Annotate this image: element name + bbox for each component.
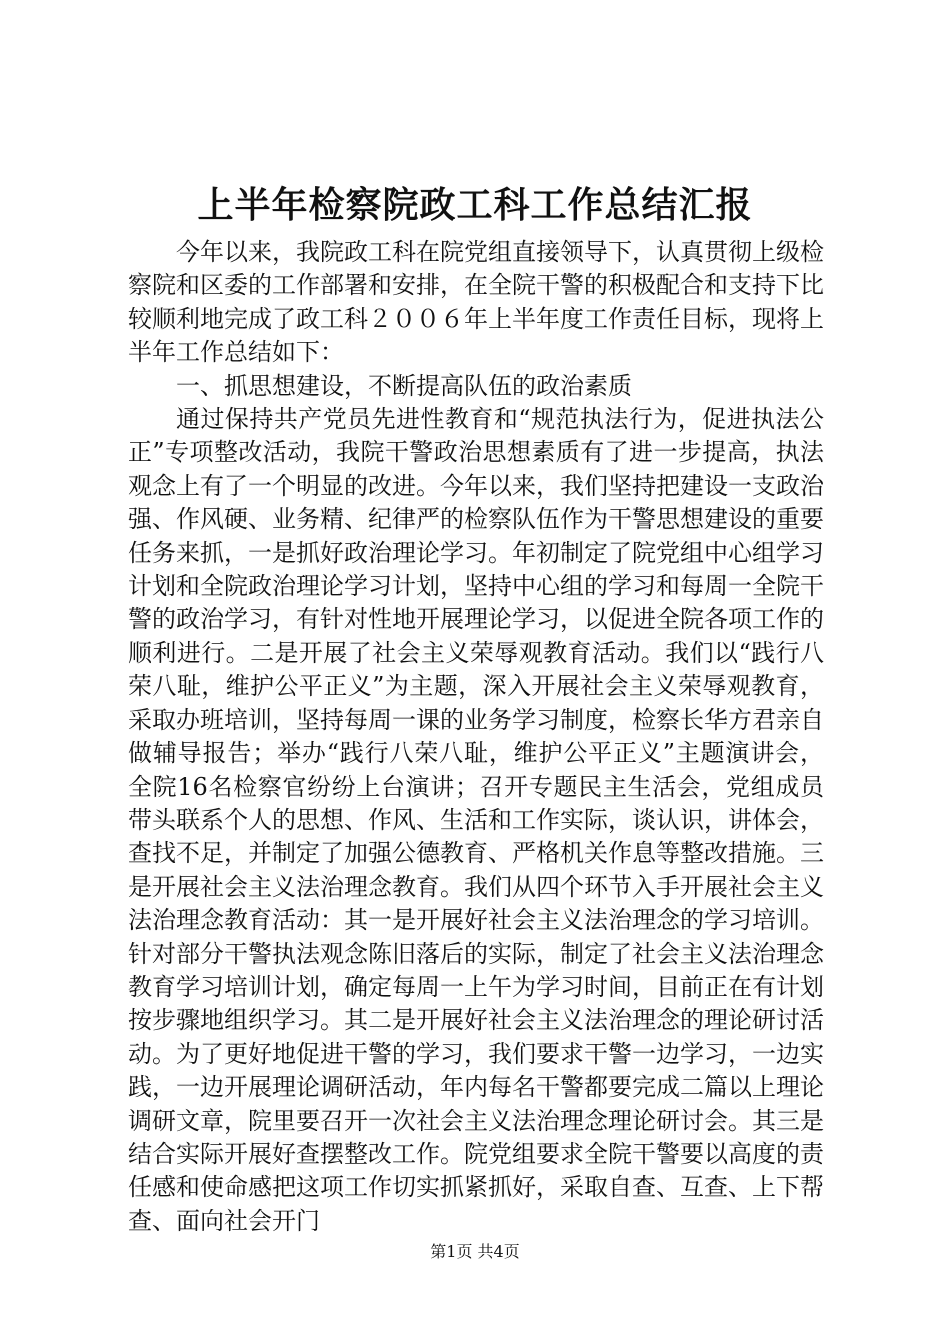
page-number-footer: 第1页 共4页 [430,1242,520,1261]
section-heading-1: 一、抓思想建设，不断提高队伍的政治素质 [176,371,632,400]
paragraph-intro: 今年以来，我院政工科在院党组直接领导下，认真贯彻上级检察院和区委的工作部署和安排，在全院干警的积极配合和支持下比较顺利地完成了政工科２００６年上半年度工作责任目标，现将上半年工作总结如下： [128,238,824,367]
paragraph-section-1: 通过保持共产党员先进性教育和“规范执法行为，促进执法公正”专项整改活动，我院干警政治思想素质有了进一步提高，执法观念上有了一个明显的改进。今年以来，我们坚持把建设一支政治强、作风硬、业务精、纪律严的检察队伍作为干警思想建设的重要任务来抓，一是抓好政治理论学习。年初制定了院党组中心组学习计划和全院政治理论学习计划，坚持中心组的学习和每周一全院干警的政治学习，有针对性地开展理论学习，以促进全院各项工作的顺利进行。二是开展了社会主义荣辱观教育活动。我们以“践行八荣八耻，维护公平正义”为主题，深入开展社会主义荣辱观教育，采取办班培训，坚持每周一课的业务学习制度，检察长华方君亲自做辅导报告；举办“践行八荣八耻，维护公平正义”主题演讲会，全院16名检察官纷纷上台演讲；召开专题民主生活会，党组成员带头联系个人的思想、作风、生活和工作实际，谈认识，讲体会，查找不足，并制定了加强公德教育、严格机关作息等整改措施。三是开展社会主义法治理念教育。我们从四个环节入手开展社会主义法治理念教育活动：其一是开展好社会主义法治理念的学习培训。针对部分干警执法观念陈旧落后的实际，制定了社会主义法治理念教育学习培训计划，确定每周一上午为学习时间，目前正在有计划按步骤地组织学习。其二是开展好社会主义法治理念的理论研讨活动。为了更好地促进干警的学习，我们要求干警一边学习，一边实践，一边开展理论调研活动，年内每名干警都要完成二篇以上理论调研文章，院里要召开一次社会主义法治理念理论研讨会。其三是结合实际开展好查摆整改工作。院党组要求全院干警要以高度的责任感和使命感把这项工作切实抓紧抓好，采取自查、互查、上下帮查、面向社会开门 [128,405,824,1235]
document-title: 上半年检察院政工科工作总结汇报 [197,184,753,226]
document-body [128,236,824,1238]
